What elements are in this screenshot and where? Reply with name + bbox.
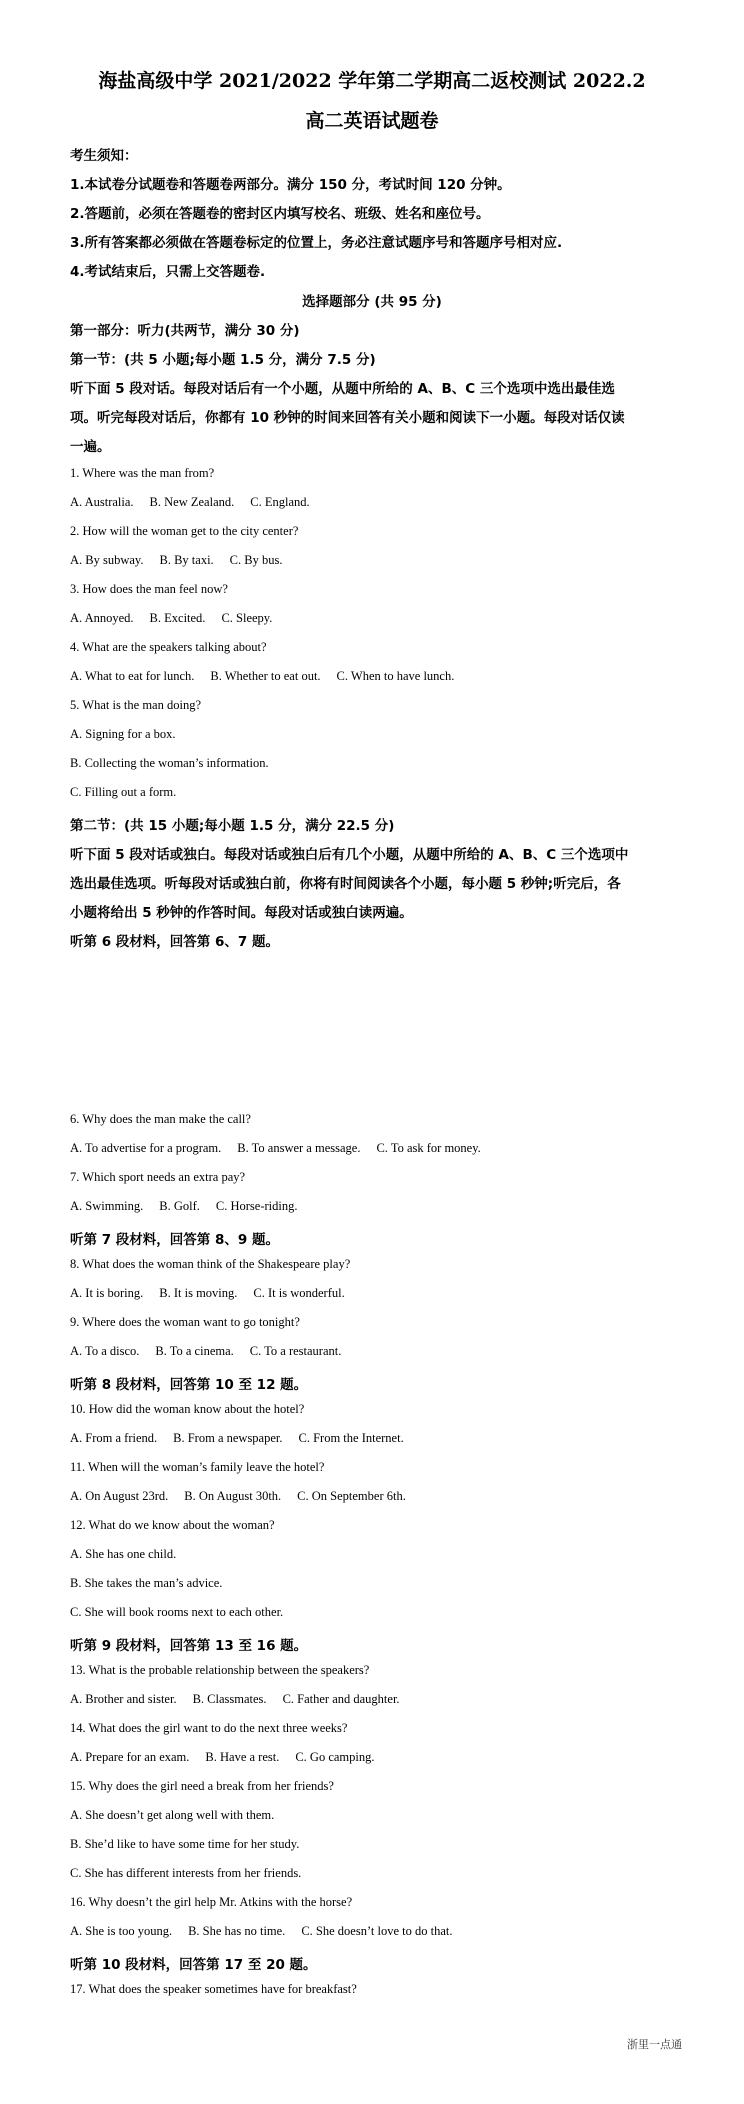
sec2-instruction: 选出最佳选项。听每段对话或独白前，你将有时间阅读各个小题，每小题 5 秒钟;听完后，各: [70, 876, 621, 892]
option: B. To a cinema.: [155, 1344, 234, 1358]
notice-item: 2.答题前，必须在答题卷的密封区内填写校名、班级、姓名和座位号。: [70, 206, 490, 222]
part1-title: 第一部分：听力(共两节，满分 30 分): [70, 323, 300, 339]
option: B. New Zealand.: [149, 495, 235, 509]
question-3: 3. How does the man feel now?: [70, 582, 228, 596]
option: C. On September 6th.: [297, 1489, 406, 1503]
options-4: [70, 669, 470, 684]
option: A. She doesn’t get along well with them.: [70, 1808, 275, 1822]
option: A. By subway.: [70, 553, 144, 567]
option: B. To answer a message.: [237, 1141, 361, 1155]
option: A. She is too young.: [70, 1924, 173, 1938]
option: B. She’d like to have some time for her study.: [70, 1837, 300, 1851]
question-10: 10. How did the woman know about the hotel?: [70, 1402, 305, 1416]
option: B. Have a rest.: [205, 1750, 280, 1764]
section-title: 选择题部分 (共 95 分): [302, 294, 442, 310]
option: B. Classmates.: [192, 1692, 267, 1706]
options-8: [70, 1286, 361, 1301]
question-4: 4. What are the speakers talking about?: [70, 640, 267, 654]
options-14: [70, 1750, 391, 1765]
question-15: 15. Why does the girl need a break from her friends?: [70, 1779, 334, 1793]
footer-watermark: 浙里一点通: [627, 2038, 682, 2051]
option: C. From the Internet.: [298, 1431, 404, 1445]
sec2-instruction: 小题将给出 5 秒钟的作答时间。每段对话或独白读两遍。: [70, 905, 413, 921]
question-6: 6. Why does the man make the call?: [70, 1112, 251, 1126]
material-heading: 听第 8 段材料，回答第 10 至 12 题。: [70, 1377, 308, 1393]
option: C. Father and daughter.: [282, 1692, 400, 1706]
question-5: 5. What is the man doing?: [70, 698, 201, 712]
option: C. To ask for money.: [376, 1141, 481, 1155]
option: B. On August 30th.: [184, 1489, 282, 1503]
question-17: 17. What does the speaker sometimes have for breakfast?: [70, 1982, 357, 1996]
sec2-instruction: 听下面 5 段对话或独白。每段对话或独白后有几个小题，从题中所给的 A、B、C 三个选项中: [70, 847, 629, 863]
option: A. Prepare for an exam.: [70, 1750, 190, 1764]
option: C. England.: [250, 495, 310, 509]
question-9: 9. Where does the woman want to go tonight?: [70, 1315, 300, 1329]
options-3: [70, 611, 288, 626]
exam-title: 海盐高级中学 2021/2022 学年第二学期高二返校测试 2022.2: [98, 70, 646, 92]
option: C. It is wonderful.: [253, 1286, 345, 1300]
option: B. Whether to eat out.: [210, 669, 321, 683]
option: C. When to have lunch.: [336, 669, 455, 683]
option: B. Golf.: [159, 1199, 200, 1213]
material-heading: 听第 9 段材料，回答第 13 至 16 题。: [70, 1638, 308, 1654]
option: C. She will book rooms next to each other.: [70, 1605, 284, 1619]
options-13: [70, 1692, 416, 1707]
options-6: [70, 1141, 497, 1156]
option: C. To a restaurant.: [249, 1344, 342, 1358]
options-9: [70, 1344, 357, 1359]
notice-item: 4.考试结束后，只需上交答题卷.: [70, 264, 266, 280]
option: A. Brother and sister.: [70, 1692, 177, 1706]
option: C. Filling out a form.: [70, 785, 177, 799]
option: C. Sleepy.: [221, 611, 273, 625]
option: A. Annoyed.: [70, 611, 134, 625]
question-12: 12. What do we know about the woman?: [70, 1518, 275, 1532]
option: A. Australia.: [70, 495, 134, 509]
question-8: 8. What does the woman think of the Shakespeare play?: [70, 1257, 351, 1271]
material-heading: 听第 10 段材料，回答第 17 至 20 题。: [70, 1957, 317, 1973]
sec1-instruction: 项。听完每段对话后，你都有 10 秒钟的时间来回答有关小题和阅读下一小题。每段对话仅读: [70, 410, 625, 426]
sec1-instruction: 一遍。: [70, 439, 111, 455]
material-heading: 听第 6 段材料，回答第 6、7 题。: [70, 934, 279, 950]
question-13: 13. What is the probable relationship between the speakers?: [70, 1663, 370, 1677]
option: A. What to eat for lunch.: [70, 669, 195, 683]
option: A. It is boring.: [70, 1286, 144, 1300]
question-7: 7. Which sport needs an extra pay?: [70, 1170, 246, 1184]
options-1: [70, 495, 326, 510]
question-14: 14. What does the girl want to do the next three weeks?: [70, 1721, 348, 1735]
options-11: [70, 1489, 422, 1504]
question-2: 2. How will the woman get to the city center?: [70, 524, 299, 538]
option: B. By taxi.: [159, 553, 214, 567]
option: B. It is moving.: [159, 1286, 238, 1300]
options-2: [70, 553, 298, 568]
option: C. By bus.: [229, 553, 283, 567]
material-heading: 听第 7 段材料，回答第 8、9 题。: [70, 1232, 279, 1248]
option: B. She has no time.: [188, 1924, 286, 1938]
option: C. Horse-riding.: [215, 1199, 298, 1213]
notice-heading: 考生须知：: [70, 148, 138, 164]
notice-item: 3.所有答案都必须做在答题卷标定的位置上，务必注意试题序号和答题序号相对应.: [70, 235, 563, 251]
options-16: [70, 1924, 468, 1939]
option: A. To a disco.: [70, 1344, 140, 1358]
question-1: 1. Where was the man from?: [70, 466, 215, 480]
option: B. Excited.: [149, 611, 206, 625]
question-11: 11. When will the woman’s family leave the hotel?: [70, 1460, 325, 1474]
option: C. Go camping.: [295, 1750, 375, 1764]
options-10: [70, 1431, 420, 1446]
option: A. To advertise for a program.: [70, 1141, 222, 1155]
sec1-title: 第一节：(共 5 小题;每小题 1.5 分，满分 7.5 分): [70, 352, 376, 368]
option: C. She doesn’t love to do that.: [301, 1924, 453, 1938]
option: B. She takes the man’s advice.: [70, 1576, 223, 1590]
option: A. Swimming.: [70, 1199, 144, 1213]
notice-item: 1.本试卷分试题卷和答题卷两部分。满分 150 分，考试时间 120 分钟。: [70, 177, 511, 193]
question-16: 16. Why doesn’t the girl help Mr. Atkins with the horse?: [70, 1895, 353, 1909]
option: A. On August 23rd.: [70, 1489, 169, 1503]
option: A. Signing for a box.: [70, 727, 176, 741]
options-7: [70, 1199, 314, 1214]
option: A. She has one child.: [70, 1547, 177, 1561]
option: C. She has different interests from her friends.: [70, 1866, 302, 1880]
option: B. Collecting the woman’s information.: [70, 756, 269, 770]
sec2-title: 第二节：(共 15 小题;每小题 1.5 分，满分 22.5 分): [70, 818, 395, 834]
option: A. From a friend.: [70, 1431, 158, 1445]
exam-subtitle: 高二英语试题卷: [305, 110, 439, 132]
option: B. From a newspaper.: [173, 1431, 283, 1445]
sec1-instruction: 听下面 5 段对话。每段对话后有一个小题，从题中所给的 A、B、C 三个选项中选出最佳选: [70, 381, 615, 397]
